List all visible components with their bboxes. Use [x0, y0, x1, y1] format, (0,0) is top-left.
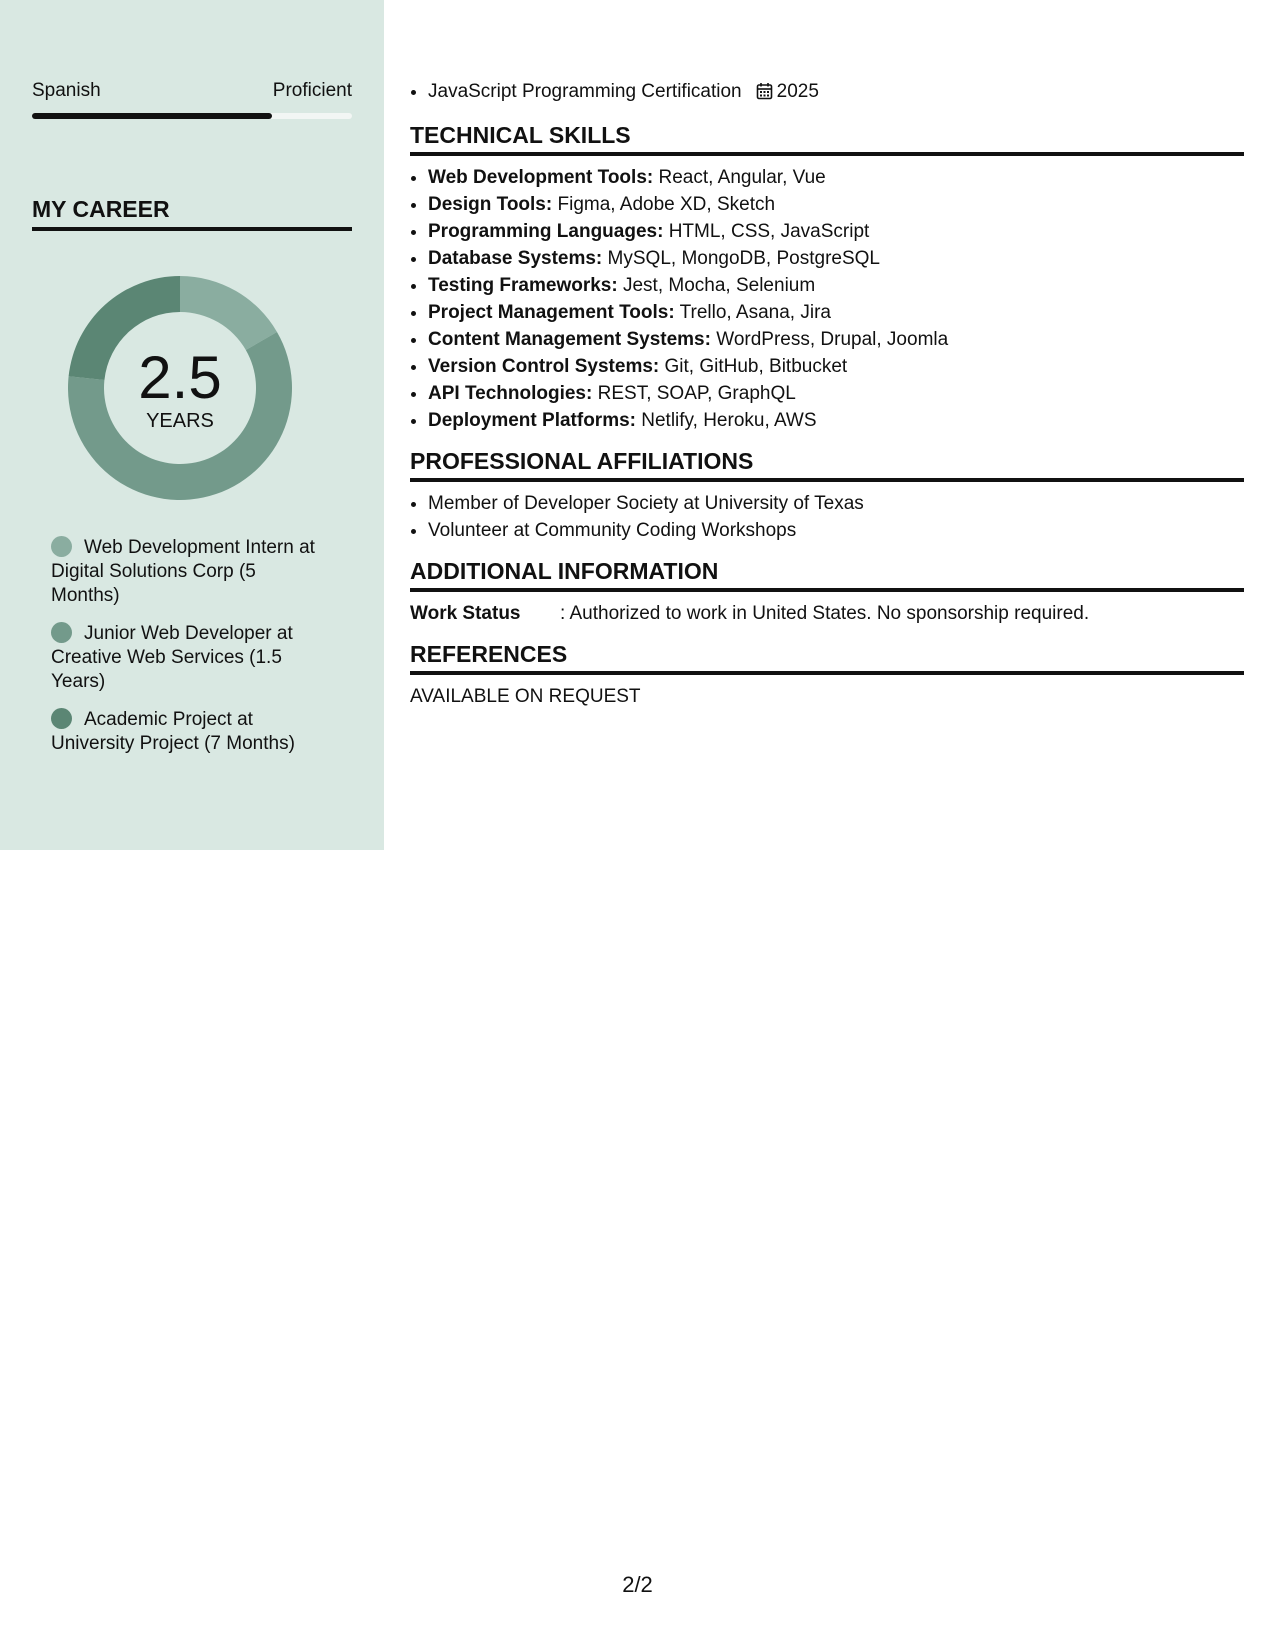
skill-label: Version Control Systems:	[428, 356, 660, 377]
certification-name: JavaScript Programming Certification	[428, 81, 742, 102]
skill-value: WordPress, Drupal, Joomla	[710, 329, 949, 350]
skill-label: Project Management Tools:	[428, 302, 675, 323]
skill-label: Web Development Tools:	[428, 167, 654, 188]
skill-item	[428, 326, 1244, 353]
skill-value: React, Angular, Vue	[653, 167, 826, 188]
language-row	[32, 80, 352, 102]
technical-skills-heading: TECHNICAL SKILLS	[410, 122, 1244, 156]
skill-value: Figma, Adobe XD, Sketch	[552, 194, 776, 215]
references-text: AVAILABLE ON REQUEST	[410, 686, 641, 707]
career-item	[51, 622, 321, 694]
certification-item	[428, 78, 1244, 108]
certification-list	[410, 78, 1244, 108]
career-total	[66, 274, 294, 502]
skill-value: REST, SOAP, GraphQL	[592, 383, 796, 404]
affiliation-item: • Volunteer at Community Coding Workshops	[428, 517, 1244, 544]
career-total-value: 2.5	[138, 343, 222, 411]
main-content	[410, 78, 1244, 710]
skill-item	[428, 272, 1244, 299]
career-item-label: Web Development Intern at Digital Solutions Corp (5 Months)	[51, 537, 315, 606]
career-total-unit: YEARS	[146, 409, 214, 432]
calendar-icon	[756, 81, 773, 108]
skill-item	[428, 218, 1244, 245]
skill-value: MySQL, MongoDB, PostgreSQL	[602, 248, 880, 269]
skill-label: Deployment Platforms:	[428, 410, 636, 431]
skill-value: Git, GitHub, Bitbucket	[659, 356, 848, 377]
skill-value: Netlify, Heroku, AWS	[635, 410, 817, 431]
affiliations-heading: PROFESSIONAL AFFILIATIONS	[410, 448, 1244, 482]
references-heading: REFERENCES	[410, 641, 1244, 675]
skill-label: API Technologies:	[428, 383, 593, 404]
career-item-label: Academic Project at University Project (7 Months)	[51, 709, 295, 754]
skill-item	[428, 191, 1244, 218]
legend-dot	[51, 622, 72, 643]
career-item	[51, 536, 321, 608]
skill-label: Programming Languages:	[428, 221, 664, 242]
certification-year: 2025	[776, 81, 819, 102]
work-status-label: Work Status	[410, 603, 521, 624]
skill-value: Jest, Mocha, Selenium	[617, 275, 816, 296]
legend-dot	[51, 708, 72, 729]
career-legend	[51, 536, 321, 770]
work-status-value: : Authorized to work in United States. No sponsorship required.	[560, 603, 1090, 624]
skill-item	[428, 407, 1244, 434]
language-level: Proficient	[272, 80, 352, 101]
skill-value: HTML, CSS, JavaScript	[663, 221, 870, 242]
legend-dot	[51, 536, 72, 557]
skill-label: Database Systems:	[428, 248, 603, 269]
language-name: Spanish	[32, 80, 101, 101]
skill-item	[428, 245, 1244, 272]
skill-item	[428, 299, 1244, 326]
skill-label: Content Management Systems:	[428, 329, 711, 350]
career-heading: MY CAREER	[32, 196, 352, 231]
page-number: 2/2	[622, 1572, 653, 1597]
sidebar	[0, 0, 384, 850]
skill-item	[428, 380, 1244, 407]
additional-info-heading: ADDITIONAL INFORMATION	[410, 558, 1244, 592]
skill-value: Trello, Asana, Jira	[674, 302, 831, 323]
skill-item	[428, 353, 1244, 380]
language-proficiency-fill	[32, 113, 272, 119]
language-proficiency-bar	[32, 113, 352, 119]
skill-label: Design Tools:	[428, 194, 553, 215]
skill-label: Testing Frameworks:	[428, 275, 618, 296]
skill-item	[428, 164, 1244, 191]
work-status-row	[410, 600, 1244, 627]
career-item	[51, 708, 321, 756]
career-item-label: Junior Web Developer at Creative Web Services (1.5 Years)	[51, 623, 293, 692]
affiliation-item: • Member of Developer Society at University of Texas	[428, 490, 1244, 517]
affiliations-list	[410, 490, 1244, 544]
technical-skills-list	[410, 164, 1244, 434]
